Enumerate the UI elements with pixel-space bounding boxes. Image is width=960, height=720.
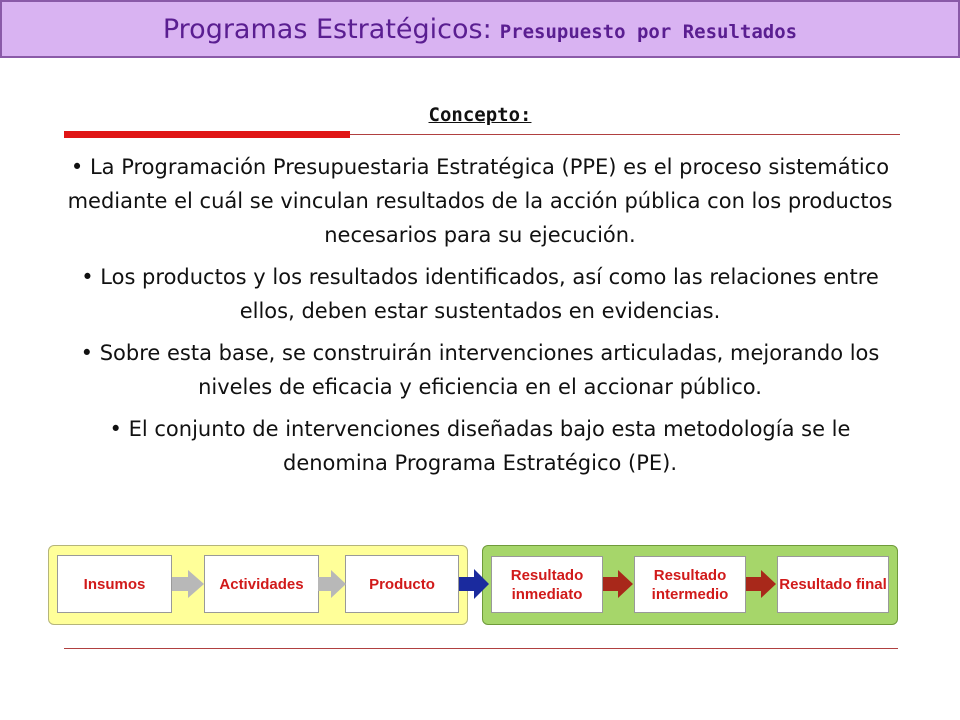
slide-subtitle: Presupuesto por Resultados: [499, 21, 798, 43]
red-arrow-icon: [746, 570, 776, 598]
gray-arrow-icon: [318, 570, 346, 598]
concept-body: [60, 150, 900, 488]
blue-arrow-icon: [459, 569, 489, 599]
chain-box-insumos: Insumos: [57, 555, 172, 613]
bottom-divider: [64, 648, 898, 649]
top-divider-accent: [64, 131, 350, 138]
chain-box-resultado-intermedio: Resultado intermedio: [634, 556, 746, 613]
concept-paragraph-3: • Sobre esta base, se construirán intervenciones articuladas, mejorando los niveles de eficacia y eficiencia en el accionar público.: [80, 341, 880, 399]
slide-title: Programas Estratégicos:: [162, 13, 492, 45]
concept-paragraph-4: • El conjunto de intervenciones diseñadas bajo esta metodología se le denomina Programa Estratégico (PE).: [109, 417, 851, 475]
gray-arrow-icon: [172, 570, 204, 598]
chain-box-actividades: Actividades: [204, 555, 319, 613]
chain-box-producto: Producto: [345, 555, 459, 613]
red-arrow-icon: [603, 570, 633, 598]
section-heading: Concepto:: [428, 104, 532, 126]
chain-box-resultado-final: Resultado final: [777, 556, 889, 613]
title-bar: [0, 0, 960, 58]
concept-paragraph-1: • La Programación Presupuestaria Estratégica (PPE) es el proceso sistemático mediante el cuál se vinculan resultados de la acción pública con los productos necesarios para su ejecución.: [67, 155, 893, 247]
chain-box-resultado-inmediato: Resultado inmediato: [491, 556, 603, 613]
concept-paragraph-2: • Los productos y los resultados identificados, así como las relaciones entre ellos, deben estar sustentados en evidencias.: [81, 265, 879, 323]
